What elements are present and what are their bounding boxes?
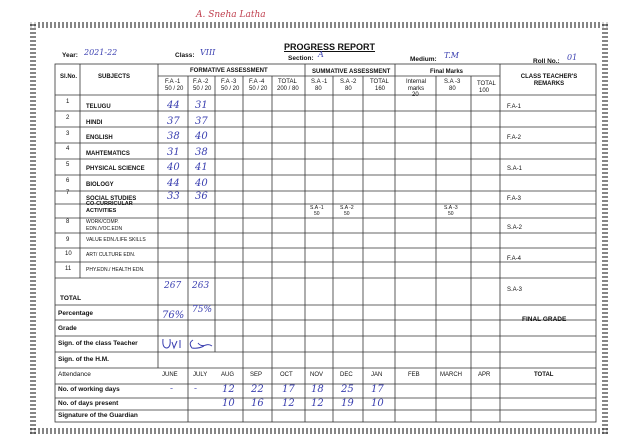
month-sep: SEP xyxy=(250,372,263,378)
subject-name: ENGLISH xyxy=(86,135,113,141)
col-fa4: F.A -4 xyxy=(249,79,265,85)
fa2-mark: 37 xyxy=(195,116,208,127)
col-sa-total-max: 160 xyxy=(375,86,386,92)
col-sa3: S.A -3 xyxy=(444,79,461,85)
row-no: 2 xyxy=(66,115,70,121)
working-dec: 25 xyxy=(341,384,354,395)
fa1-mark: 38 xyxy=(167,131,180,142)
row-no: 1 xyxy=(66,99,70,105)
month-jan: JAN xyxy=(371,372,383,378)
fa2-mark: 41 xyxy=(195,162,208,173)
class-label: Class: xyxy=(175,52,195,59)
cc-sa1-max: 50 xyxy=(314,211,320,217)
col-sa2: S.A -2 xyxy=(340,79,357,85)
col-formative: FORMATIVE ASSESSMENT xyxy=(190,68,268,74)
working-july: - xyxy=(194,384,198,394)
activity-name: WORK/COMP. EDN./VOC.EDN xyxy=(86,219,123,232)
col-sa3-max: 80 xyxy=(449,86,456,92)
total-fa1: 267 xyxy=(164,281,182,291)
month-oct: OCT xyxy=(280,372,293,378)
percentage-label: Percentage xyxy=(58,310,94,317)
fa2-mark: 31 xyxy=(195,100,208,111)
present-nov: 12 xyxy=(311,398,324,409)
activity-name: VALUE EDN./LIFE SKILLS xyxy=(86,237,146,243)
hm-sign-label: Sign. of the H.M. xyxy=(58,356,109,363)
working-june: - xyxy=(170,384,174,394)
col-fa2: F.A -2 xyxy=(193,79,209,85)
section-label: Section: xyxy=(288,55,314,62)
month-july: JULY xyxy=(193,372,208,378)
col-fa2-max: 50 / 20 xyxy=(193,86,212,92)
cc-sa2: S.A -2 xyxy=(340,205,354,211)
subject-name: TELUGU xyxy=(86,104,111,110)
year-label: Year: xyxy=(62,52,78,59)
working-sep: 22 xyxy=(251,384,264,395)
year-value: 2021-22 xyxy=(84,48,118,57)
working-jan: 17 xyxy=(371,384,384,395)
attendance-total-label: TOTAL xyxy=(534,372,554,378)
grade-label: Grade xyxy=(58,325,77,332)
cc-sa2-max: 50 xyxy=(344,211,350,217)
row-no: 11 xyxy=(65,266,72,272)
fa1-mark: 31 xyxy=(167,147,180,158)
total-fa2: 263 xyxy=(192,281,210,291)
remark: S.A-1 xyxy=(507,166,523,172)
col-sa-total: TOTAL xyxy=(370,79,389,85)
month-nov: NOV xyxy=(310,372,324,378)
cc-sa3: S.A -3 xyxy=(444,205,458,211)
col-fa3: F.A -3 xyxy=(221,79,237,85)
teacher-sign-label: Sign. of the class Teacher xyxy=(58,340,138,347)
fa1-mark: 44 xyxy=(167,178,180,189)
month-march: MARCH xyxy=(440,372,462,378)
remark: F.A-2 xyxy=(507,135,522,141)
cc-sa3-max: 50 xyxy=(448,211,454,217)
present-sep: 16 xyxy=(251,398,264,409)
teacher-signature xyxy=(160,336,218,352)
present-oct: 12 xyxy=(282,398,295,409)
col-fa-total: TOTAL xyxy=(278,79,297,85)
present-jan: 10 xyxy=(371,398,384,409)
fa1-mark: 37 xyxy=(167,116,180,127)
remark: S.A-2 xyxy=(507,225,523,231)
row-no: 8 xyxy=(66,219,70,225)
month-aug: AUG xyxy=(221,372,235,378)
col-internal-max: 20 xyxy=(412,92,419,98)
col-fa-total-max: 200 / 80 xyxy=(277,86,299,92)
remark: F.A-1 xyxy=(507,104,522,110)
present-aug: 10 xyxy=(222,398,235,409)
row-no: 9 xyxy=(66,237,70,243)
col-fa1: F.A -1 xyxy=(165,79,181,85)
roll-label: Roll No.: xyxy=(533,58,560,65)
col-subjects: SUBJECTS xyxy=(98,74,131,80)
row-no: 3 xyxy=(66,131,70,137)
subject-name: SOCIAL STUDIES xyxy=(86,196,137,202)
section-value: A xyxy=(318,50,324,59)
working-nov: 18 xyxy=(311,384,324,395)
col-slno: Sl.No. xyxy=(60,74,78,80)
month-june: JUNE xyxy=(162,372,178,378)
final-grade-label: FINAL GRADE xyxy=(522,316,567,323)
co-curricular-heading: CO-CURRICULAR ACTIVITIES xyxy=(86,201,133,214)
col-remarks: CLASS TEACHER'S REMARKS xyxy=(520,74,578,87)
medium-label: Medium: xyxy=(410,56,437,63)
medium-value: T.M xyxy=(444,51,459,60)
subject-name: MAHTEMATICS xyxy=(86,151,130,157)
fa2-mark: 36 xyxy=(195,191,208,202)
class-value: VIII xyxy=(200,48,216,57)
working-days-label: No. of working days xyxy=(58,386,120,393)
col-final-marks: Final Marks xyxy=(430,69,464,75)
total-remark: S.A-3 xyxy=(507,287,523,293)
row-no: 4 xyxy=(66,146,70,152)
col-sa1-max: 80 xyxy=(315,86,322,92)
fa2-mark: 40 xyxy=(195,131,208,142)
percentage-fa1: 76% xyxy=(162,310,185,321)
fa2-mark: 38 xyxy=(195,147,208,158)
col-fa3-max: 50 / 20 xyxy=(221,86,240,92)
student-name: A. Sneha Latha xyxy=(196,10,266,20)
activity-name: PHY.EDN./ HEALTH EDN. xyxy=(86,267,145,273)
fa1-mark: 44 xyxy=(167,100,180,111)
remark: F.A-4 xyxy=(507,256,522,262)
col-fa1-max: 50 / 20 xyxy=(165,86,184,92)
present-dec: 19 xyxy=(341,398,354,409)
cc-sa1: S.A -1 xyxy=(310,205,324,211)
working-aug: 12 xyxy=(222,384,235,395)
fa1-mark: 33 xyxy=(167,191,180,202)
month-feb: FEB xyxy=(408,372,420,378)
activity-name: ART/ CULTURE EDN. xyxy=(86,252,136,258)
row-no: 7 xyxy=(66,190,70,196)
subject-name: BIOLOGY xyxy=(86,182,114,188)
subject-name: HINDI xyxy=(86,120,103,126)
guardian-sign-label: Signature of the Guardian xyxy=(58,412,138,419)
col-final-total-max: 100 xyxy=(479,88,490,94)
subject-name: PHYSICAL SCIENCE xyxy=(86,166,145,172)
fa1-mark: 40 xyxy=(167,162,180,173)
roll-value: 01 xyxy=(567,53,578,62)
col-fa4-max: 50 / 20 xyxy=(249,86,268,92)
month-dec: DEC xyxy=(340,372,353,378)
percentage-fa2: 75% xyxy=(192,305,213,315)
attendance-label: Attendance xyxy=(58,371,91,378)
row-no: 10 xyxy=(65,251,72,257)
working-oct: 17 xyxy=(282,384,295,395)
row-no: 5 xyxy=(66,162,70,168)
fa2-mark: 40 xyxy=(195,178,208,189)
col-final-total: TOTAL xyxy=(477,81,496,87)
page-title: PROGRESS REPORT xyxy=(284,42,376,52)
col-summative: SUMMATIVE ASSESSMENT xyxy=(312,69,391,75)
col-sa2-max: 80 xyxy=(345,86,352,92)
month-apr: APR xyxy=(478,372,491,378)
col-sa1: S.A -1 xyxy=(311,79,328,85)
present-days-label: No. of days present xyxy=(58,400,119,407)
row-no: 6 xyxy=(66,178,70,184)
total-label: TOTAL xyxy=(60,295,82,302)
col-internal: Internal marks xyxy=(405,79,426,92)
remark: F.A-3 xyxy=(507,196,522,202)
